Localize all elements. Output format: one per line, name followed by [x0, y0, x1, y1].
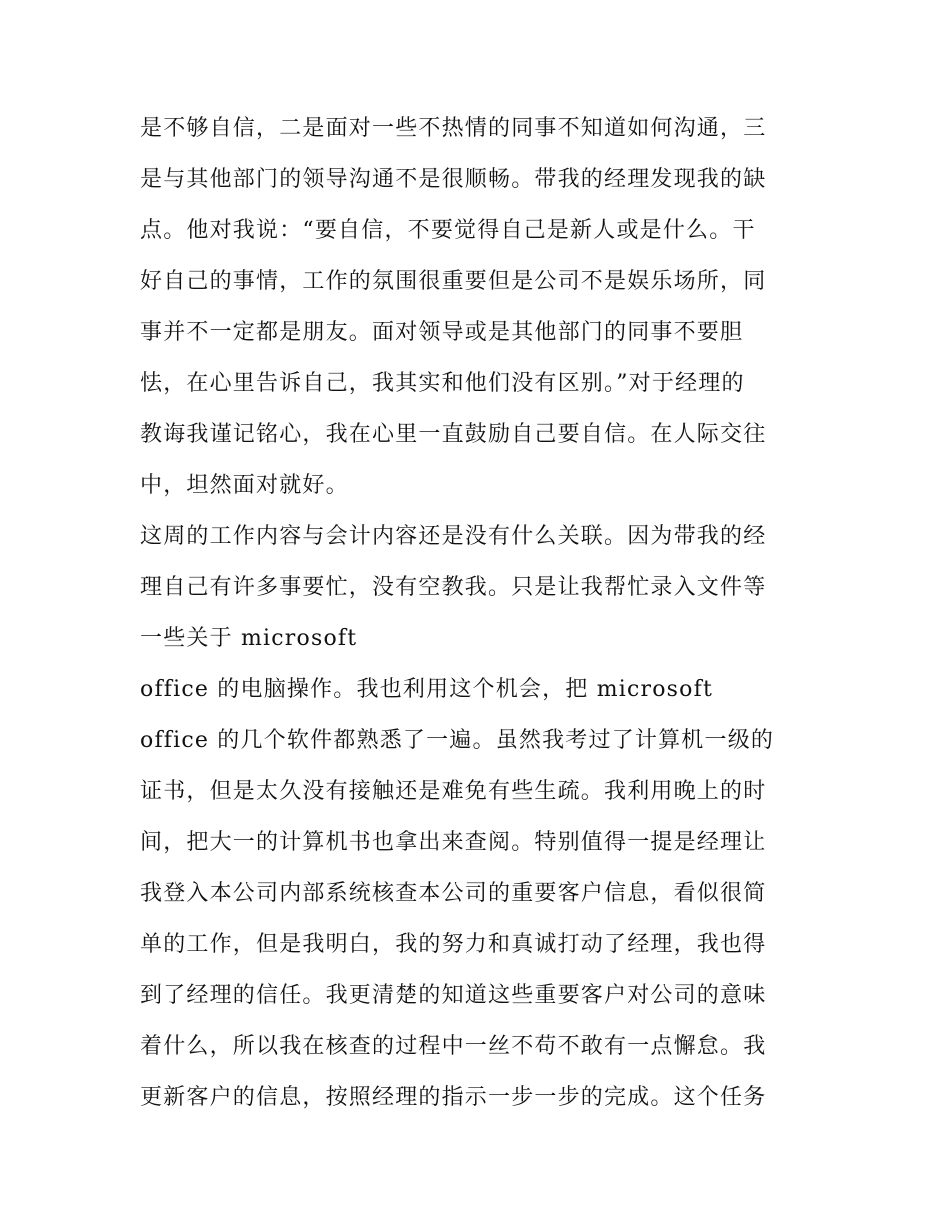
text-line: 证书，但是太久没有接触还是难免有些生疏。我利用晚上的时: [140, 779, 767, 804]
text-line: 单的工作，但是我明白，我的努力和真诚打动了经理，我也得: [140, 932, 767, 957]
text-line: 点。他对我说：“要自信，不要觉得自己是新人或是什么。干: [140, 218, 756, 243]
text-line: 怯，在心里告诉自己，我其实和他们没有区别。”对于经理的: [140, 371, 745, 396]
text-line: 事并不一定都是朋友。面对领导或是其他部门的同事不要胆: [140, 320, 744, 345]
text-line: 到了经理的信任。我更清楚的知道这些重要客户对公司的意味: [140, 983, 767, 1008]
text-line: 是不够自信，二是面对一些不热情的同事不知道如何沟通，三: [140, 116, 767, 141]
text-line: 中，坦然面对就好。: [140, 473, 349, 498]
text-line: 这周的工作内容与会计内容还是没有什么关联。因为带我的经: [140, 524, 767, 549]
text-line: 教诲我谨记铭心，我在心里一直鼓励自己要自信。在人际交往: [140, 422, 767, 447]
text-line: 一些关于 microsoft: [140, 626, 358, 651]
text-line: 间，把大一的计算机书也拿出来查阅。特别值得一提是经理让: [140, 830, 767, 855]
text-line: 理自己有许多事要忙，没有空教我。只是让我帮忙录入文件等: [140, 575, 767, 600]
text-line: office 的几个软件都熟悉了一遍。虽然我考过了计算机一级的: [140, 728, 775, 753]
text-line: office 的电脑操作。我也利用这个机会，把 microsoft: [140, 677, 713, 702]
body-text: [140, 103, 820, 1123]
text-line: 着什么，所以我在核查的过程中一丝不苟不敢有一点懈怠。我: [140, 1034, 767, 1059]
text-line: 我登入本公司内部系统核查本公司的重要客户信息，看似很简: [140, 881, 767, 906]
text-line: 好自己的事情，工作的氛围很重要但是公司不是娱乐场所，同: [140, 269, 767, 294]
text-line: 更新客户的信息，按照经理的指示一步一步的完成。这个任务: [140, 1085, 767, 1110]
text-line: 是与其他部门的领导沟通不是很顺畅。带我的经理发现我的缺: [140, 167, 767, 192]
